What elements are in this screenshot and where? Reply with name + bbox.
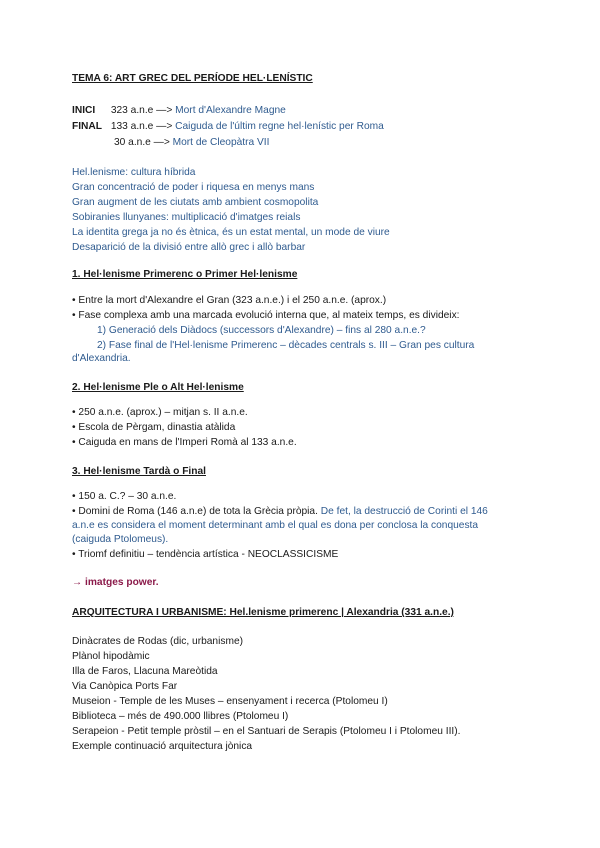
date-final-2	[114, 136, 269, 149]
intro-line: Desaparició de la divisió entre allò grec i allò barbar	[72, 242, 306, 253]
inici-event: Mort d'Alexandre Magne	[175, 105, 286, 116]
section-3-bullet: • Triomf definitiu – tendència artística - NEOCLASSICISME	[72, 549, 339, 560]
intro-line: Sobiranies llunyanes: multiplicació d'imatges reials	[72, 212, 301, 223]
final-value-2: 30 a.n.e —>	[114, 137, 170, 148]
section-1-sub: 2) Fase final de l'Hel·lenisme Primerenc – dècades centrals s. III – Gran pes cultura	[97, 340, 475, 351]
intro-line: La identita gregа ja no és ètnica, és un estat mental, un mode de viure	[72, 227, 390, 238]
arch-item: Museion - Temple de les Muses – ensenyament i recerca (Ptolomeu I)	[72, 696, 388, 707]
section-3-heading: 3. Hel·lenisme Tardà o Final	[72, 466, 206, 477]
date-inici	[72, 104, 286, 117]
page-title: TEMA 6: ART GREC DEL PERÍODE HEL·LENÍSTIC	[72, 73, 313, 84]
section-3-bullet: • 150 a. C.? – 30 a.n.e.	[72, 491, 177, 502]
section-2-bullet: • Caiguda en mans de l'Imperi Romà al 133 a.n.e.	[72, 437, 297, 448]
section-3-bullet-black: • Domini de Roma (146 a.n.e) de tota la Grècia pròpia.	[72, 506, 318, 517]
section-1-heading: 1. Hel·lenisme Primerenc o Primer Hel·lenisme	[72, 269, 298, 280]
intro-line: Gran concentració de poder i riquesa en menys mans	[72, 182, 315, 193]
section-1-sub-cont: d'Alexandria.	[72, 353, 131, 364]
arch-item: Dinàcrates de Rodas (dic, urbanisme)	[72, 636, 243, 647]
section-3-bullet-blue: De fet, la destrucció de Corinti el 146	[320, 506, 488, 517]
section-1-bullet: • Entre la mort d'Alexandre el Gran (323 a.n.e.) i el 250 a.n.e. (aprox.)	[72, 295, 387, 306]
arch-item: Biblioteca – més de 490.000 llibres (Ptolomeu I)	[72, 711, 289, 722]
section-2-bullet: • Escola de Pèrgam, dinastia atàlida	[72, 422, 236, 433]
section-3-cont: (caiguda Ptolomeus).	[72, 534, 169, 545]
arch-item: Via Canòpica Ports Far	[72, 681, 178, 692]
section-3-bullet	[72, 505, 488, 518]
inici-value: 323 a.n.e —>	[110, 105, 173, 116]
section-1-sub: 1) Generació dels Diàdocs (successors d'Alexandre) – fins al 280 a.n.e.?	[97, 325, 426, 336]
arch-item: Plànol hipodàmic	[72, 651, 150, 662]
arch-item: Illa de Faros, Llacuna Mareòtida	[72, 666, 218, 677]
images-link[interactable]: → imatges power.	[72, 577, 159, 588]
inici-label: INICI	[72, 105, 96, 116]
arch-item: Serapeion - Petit temple pròstil – en el Santuari de Serapis (Ptolomeu I i Ptolomeu III).	[72, 726, 461, 737]
final-label: FINAL	[72, 121, 102, 132]
section-1-bullet: • Fase complexa amb una marcada evolució interna que, al mateix temps, es divideix:	[72, 310, 460, 321]
final-value-1: 133 a.n.e —>	[110, 121, 173, 132]
final-event-1: Caiguda de l'últim regne hel·lenístic per Roma	[175, 121, 384, 132]
final-event-2: Mort de Cleopàtra VII	[172, 137, 270, 148]
section-3-cont: a.n.e es considera el moment determinant amb el qual es dona per conclosa la conquesta	[72, 520, 479, 531]
intro-line: Gran augment de les ciutats amb ambient cosmopolita	[72, 197, 319, 208]
intro-line: Hel.lenisme: cultura híbrida	[72, 167, 196, 178]
arch-heading: ARQUITECTURA I URBANISME: Hel.lenisme primerenc | Alexandria (331 a.n.e.)	[72, 607, 454, 618]
section-2-heading: 2. Hel·lenisme Ple o Alt Hel·lenisme	[72, 382, 244, 393]
arch-item: Exemple continuació arquitectura jònica	[72, 741, 253, 752]
date-final	[72, 120, 384, 133]
section-2-bullet: • 250 a.n.e. (aprox.) – mitjan s. II a.n.e.	[72, 407, 248, 418]
